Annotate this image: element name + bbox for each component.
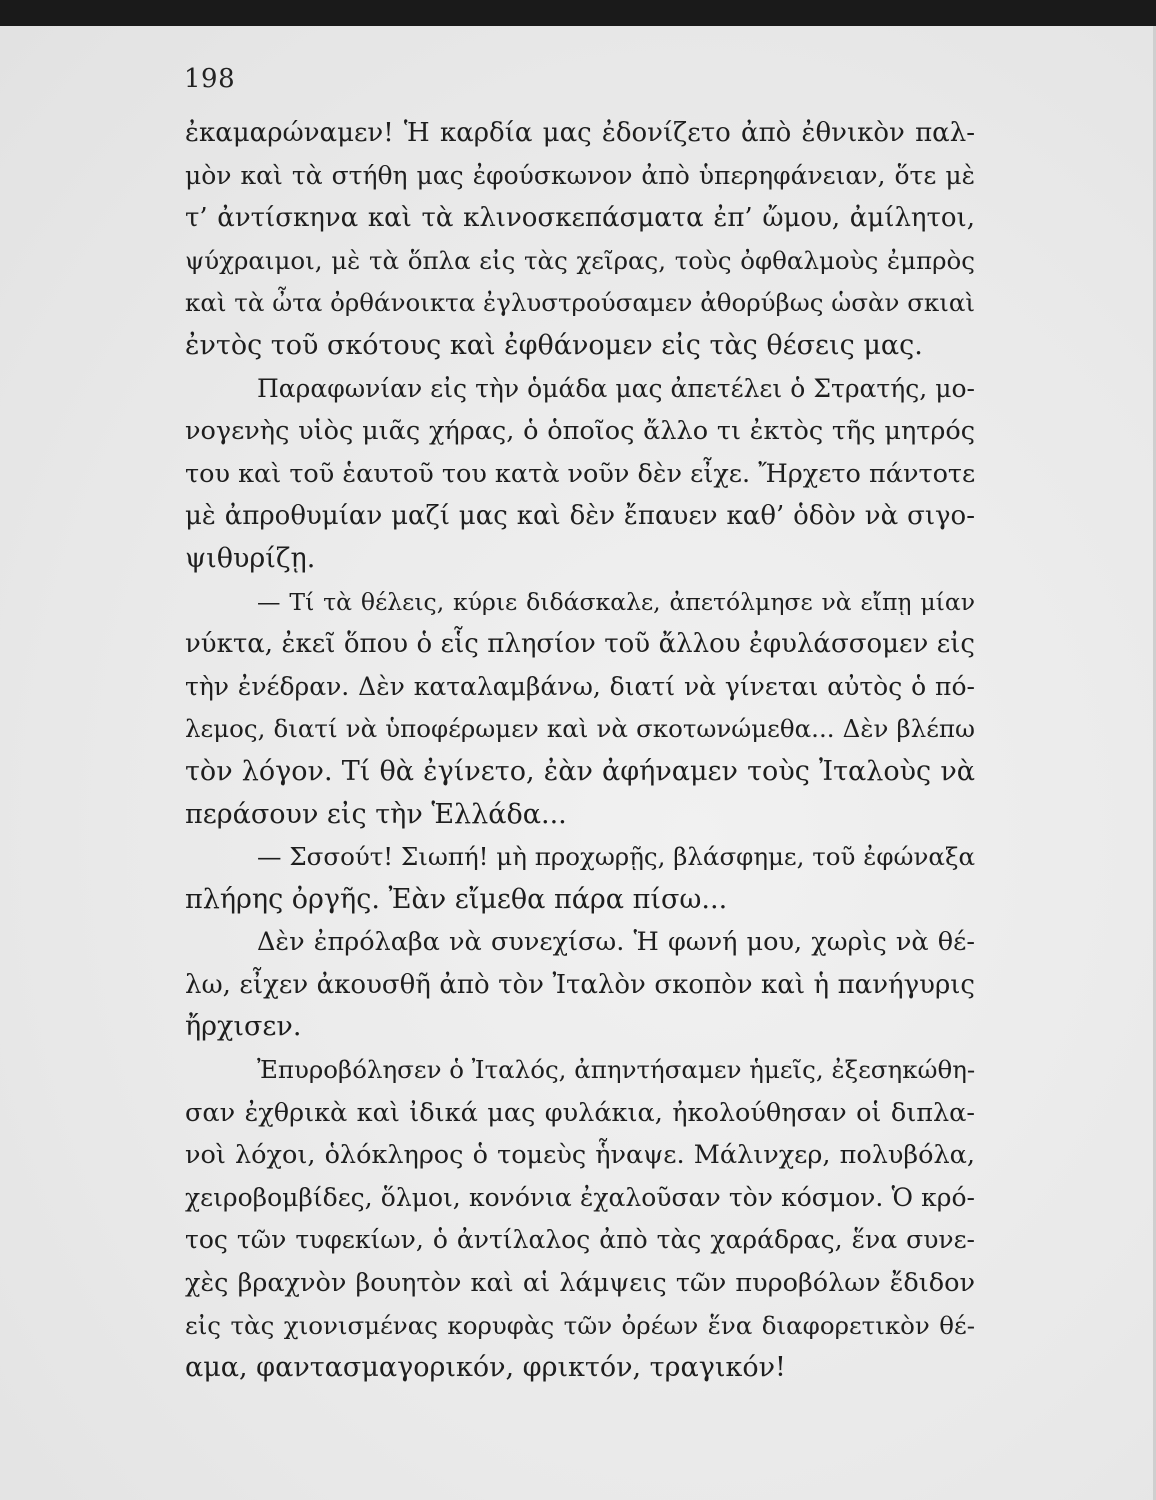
text-line: χὲς βραχνὸν βουητὸν καὶ αἱ λάμψεις τῶν πυροβόλων ἔδιδον [185, 1268, 975, 1299]
text-line: ψύχραιμοι, μὲ τὰ ὅπλα εἰς τὰς χεῖρας, τοὺς ὀφθαλμοὺς ἐμπρὸς [185, 245, 975, 275]
text-line: τὴν ἐνέδραν. Δὲν καταλαμβάνω, διατί νὰ γίνεται αὐτὸς ὁ πό- [185, 671, 975, 701]
text-line: λεμος, διατί νὰ ὑποφέρωμεν καὶ νὰ σκοτωνώμεθα... Δὲν βλέπω [185, 714, 975, 744]
text-line: ψιθυρίζῃ. [185, 542, 316, 574]
text-line: Δὲν ἐπρόλαβα νὰ συνεχίσω. Ἡ φωνή μου, χωρὶς νὰ θέ- [257, 927, 975, 958]
text-line: ἐκαμαρώναμεν! Ἡ καρδία μας ἐδονίζετο ἀπὸ ἐθνικὸν παλ- [185, 118, 975, 148]
text-line: ἤρχισεν. [185, 1011, 302, 1043]
text-line: καὶ τὰ ὦτα ὀρθάνοικτα ἐγλυστρούσαμεν ἀθορύβως ὡσὰν σκιαὶ [185, 288, 975, 318]
text-line: περάσουν εἰς τὴν Ἑλλάδα... [185, 798, 567, 830]
text-line: Παραφωνίαν εἰς τὴν ὁμάδα μας ἀπετέλει ὁ Στρατής, μο- [257, 373, 975, 403]
text-line: χειροβομβίδες, ὅλμοι, κονόνια ἐχαλοῦσαν τὸν κόσμον. Ὁ κρό- [185, 1182, 975, 1212]
text-line: λω, εἶχεν ἀκουσθῆ ἀπὸ τὸν Ἰταλὸν σκοπὸν καὶ ἡ πανήγυρις [185, 969, 975, 1000]
text-line: ἐντὸς τοῦ σκότους καὶ ἐφθάνομεν εἰς τὰς θέσεις μας. [185, 329, 923, 361]
text-line: μὸν καὶ τὰ στήθη μας ἐφούσκωνον ἀπὸ ὑπερηφάνειαν, ὅτε μὲ [185, 160, 975, 190]
text-line: εἰς τὰς χιονισμένας κορυφὰς τῶν ὀρέων ἕνα διαφορετικὸν θέ- [185, 1310, 975, 1340]
text-line: τ’ ἀντίσκηνα καὶ τὰ κλινοσκεπάσματα ἐπ’ ὤμου, ἀμίλητοι, [185, 203, 975, 234]
text-line: σαν ἐχθρικὰ καὶ ἰδικά μας φυλάκια, ἠκολούθησαν οἱ διπλα- [185, 1097, 975, 1128]
text-line: αμα, φαντασμαγορικόν, φρικτόν, τραγικόν! [185, 1352, 786, 1384]
text-line: Ἐπυροβόλησεν ὁ Ἰταλός, ἀπηντήσαμεν ἡμεῖς, ἐξεσηκώθη- [257, 1055, 976, 1085]
text-line: τὸν λόγον. Τί θὰ ἐγίνετο, ἐὰν ἀφήναμεν τοὺς Ἰταλοὺς νὰ [185, 755, 975, 787]
text-line: — Σσσούτ! Σιωπή! μὴ προχωρῇς, βλάσφημε, τοῦ ἐφώναξα [257, 842, 975, 872]
text-line: μὲ ἀπροθυμίαν μαζί μας καὶ δὲν ἔπαυεν καθ’ ὁδὸν νὰ σιγο- [185, 501, 975, 532]
text-line: πλήρης ὀργῆς. Ἐὰν εἴμεθα πάρα πίσω... [185, 883, 728, 915]
text-line: τος τῶν τυφεκίων, ὁ ἀντίλαλος ἀπὸ τὰς χαράδρας, ἕνα συνε- [185, 1225, 975, 1255]
body-text [185, 112, 975, 1390]
text-line: — Τί τὰ θέλεις, κύριε διδάσκαλε, ἀπετόλμησε νὰ εἴπῃ μίαν [257, 587, 975, 616]
text-line: νύκτα, ἐκεῖ ὅπου ὁ εἷς πλησίον τοῦ ἄλλου ἐφυλάσσομεν εἰς [185, 629, 975, 660]
page-number: 198 [184, 64, 236, 94]
text-line: νογενὴς υἱὸς μιᾶς χήρας, ὁ ὁποῖος ἄλλο τι ἐκτὸς τῆς μητρός [185, 416, 975, 447]
text-line: νοὶ λόχοι, ὁλόκληρος ὁ τομεὺς ἧναψε. Μάλινχερ, πολυβόλα, [185, 1140, 975, 1171]
text-line: του καὶ τοῦ ἑαυτοῦ του κατὰ νοῦν δὲν εἶχε. Ἤρχετο πάντοτε [185, 458, 976, 489]
